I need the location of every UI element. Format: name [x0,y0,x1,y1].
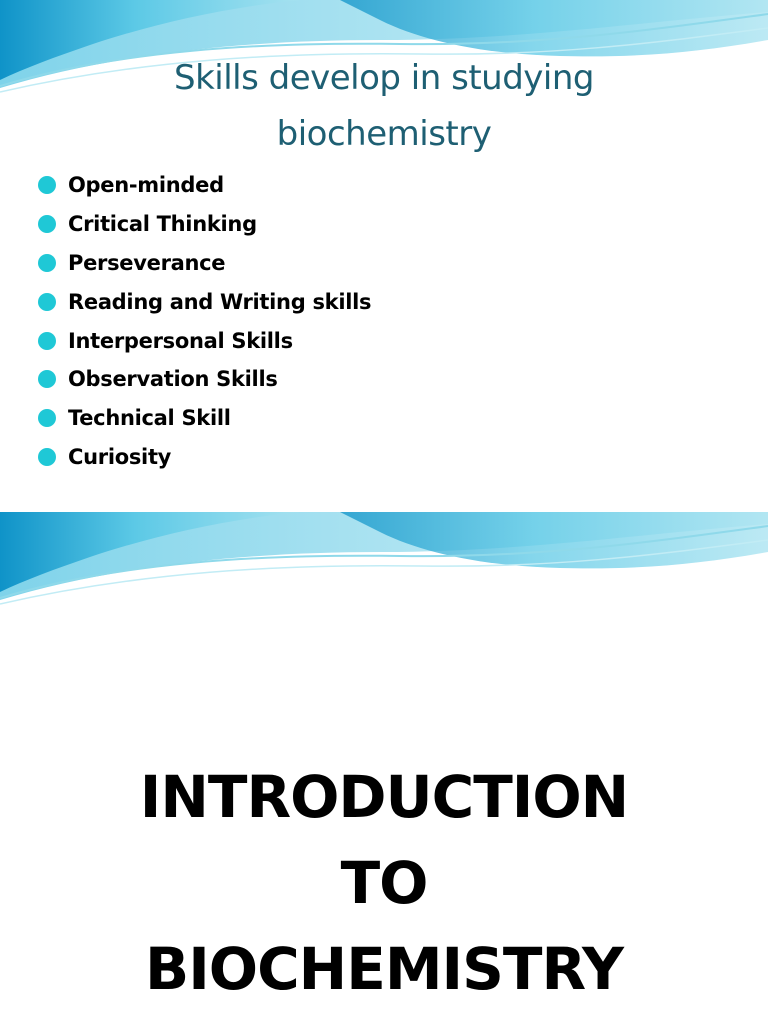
bullet-circle-icon [38,370,56,388]
intro-title-line1: INTRODUCTION [139,763,629,831]
skills-list [38,166,371,476]
wave-header-decoration [0,512,768,612]
list-item [38,282,371,321]
list-item [38,205,371,244]
list-item-text: Curiosity [68,444,172,469]
bullet-circle-icon [38,254,56,272]
list-item [38,321,371,360]
bullet-circle-icon [38,332,56,350]
list-item-text: Reading and Writing skills [68,289,372,314]
list-item [38,244,371,283]
bullet-circle-icon [38,409,56,427]
intro-title-line3: BIOCHEMISTRY [145,935,623,1003]
bullet-circle-icon [38,176,56,194]
list-item-text: Perseverance [68,250,226,275]
slide-title [84,50,684,162]
slide-title-line2: biochemistry [276,114,492,154]
list-item [38,166,371,205]
list-item-text: Observation Skills [68,367,278,392]
list-item-text: Interpersonal Skills [68,328,293,353]
list-item [38,438,371,477]
bullet-circle-icon [38,215,56,233]
bullet-circle-icon [38,448,56,466]
list-item-text: Critical Thinking [68,212,257,237]
slide-introduction [0,512,768,1024]
slide-title-line1: Skills develop in studying [174,58,594,98]
list-item-text: Technical Skill [68,406,231,431]
bullet-circle-icon [38,293,56,311]
intro-title-line2: TO [340,849,428,917]
list-item-text: Open-minded [68,173,224,198]
intro-title [0,754,768,1012]
list-item [38,360,371,399]
list-item [38,399,371,438]
